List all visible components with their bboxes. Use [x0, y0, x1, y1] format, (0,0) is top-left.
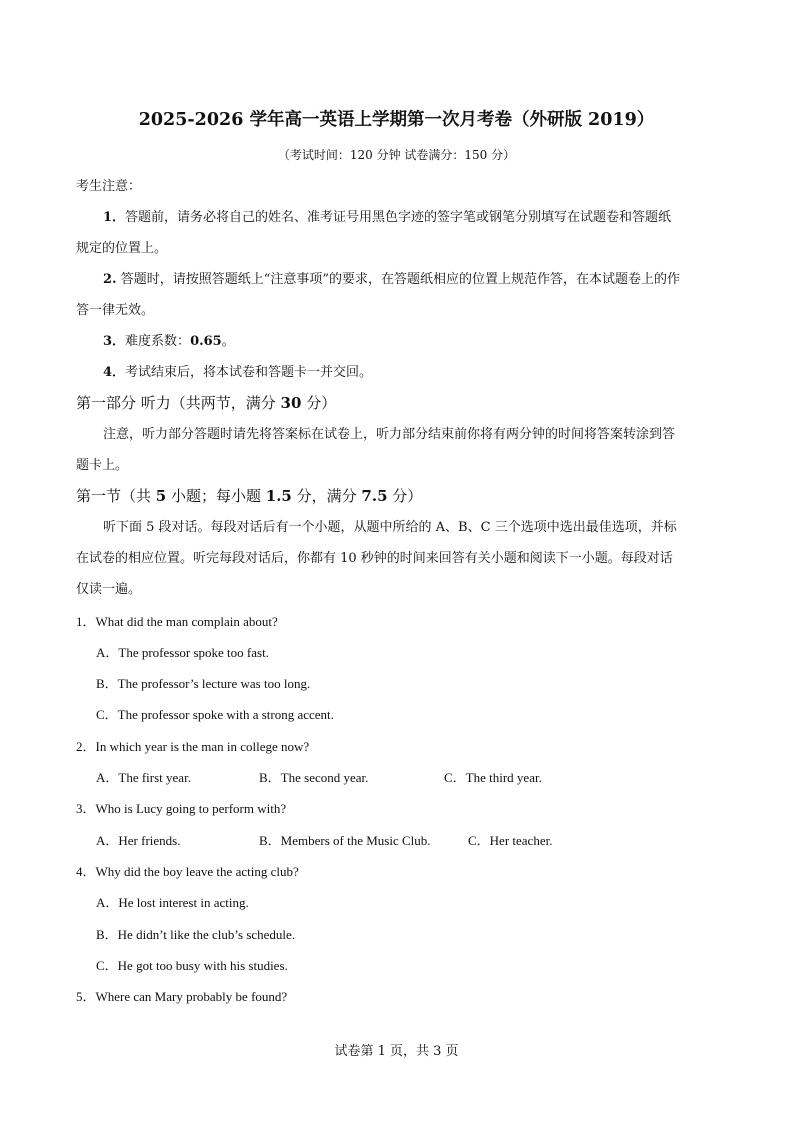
part1-note-line-2: 题卡上。	[76, 458, 129, 473]
note-4-number: 4．	[103, 365, 126, 380]
question-1-option-c[interactable]: C．The professor spoke with a strong accent.	[96, 707, 334, 722]
part1-note-line-1: 注意，听力部分答题时请先将答案标在试卷上，听力部分结束前你将有两分钟的时间将答案转涂到答	[103, 427, 676, 442]
section1-heading: 第一节（共 5 小题；每小题 1.5 分，满分 7.5 分）	[76, 487, 423, 505]
note-4-text: 考试结束后，将本试卷和答题卡一并交回。	[125, 365, 373, 380]
note-1-number: 1．	[103, 210, 126, 225]
section1-count: 5	[155, 487, 167, 505]
difficulty-value: 0.65	[190, 334, 222, 349]
question-3-option-c[interactable]: C．Her teacher.	[468, 833, 553, 848]
question-1-option-a[interactable]: A．The professor spoke too fast.	[96, 645, 269, 660]
section1-instruction-line-2: 在试卷的相应位置。听完每段对话后，你都有 10 秒钟的时间来回答有关小题和阅读下一小题。每段对话	[76, 551, 673, 566]
question-4-stem: 4．Why did the boy leave the acting club?	[76, 864, 299, 879]
question-3-stem: 3．Who is Lucy going to perform with?	[76, 801, 287, 816]
section1-instruction-line-1: 听下面 5 段对话。每段对话后有一个小题，从题中所给的 A、B、C 三个选项中选出最佳选项，并标	[103, 520, 677, 535]
question-3-option-a[interactable]: A．Her friends.	[96, 833, 181, 848]
question-4-option-a[interactable]: A．He lost interest in acting.	[96, 895, 249, 910]
note-3-text: 难度系数：	[125, 334, 191, 349]
part1-heading: 第一部分 听力（共两节，满分 30 分）	[76, 394, 337, 412]
section1-instruction-line-3: 仅读一遍。	[76, 582, 142, 597]
question-4-option-c[interactable]: C．He got too busy with his studies.	[96, 958, 288, 973]
note-3	[103, 333, 235, 351]
note-1-line-1	[103, 209, 671, 227]
question-3-option-b[interactable]: B．Members of the Music Club.	[259, 833, 431, 848]
question-2-stem: 2．In which year is the man in college now?	[76, 739, 310, 754]
page-footer: 试卷第 1 页，共 3 页	[334, 1044, 459, 1059]
question-4-option-b[interactable]: B．He didn’t like the club’s schedule.	[96, 927, 296, 942]
section1-each-score: 1.5	[265, 487, 292, 505]
note-3-end: 。	[221, 334, 235, 349]
exam-subtitle: （考试时间：120 分钟 试卷满分：150 分）	[277, 148, 516, 162]
question-1-option-b[interactable]: B．The professor’s lecture was too long.	[96, 676, 311, 691]
question-2-option-c[interactable]: C．The third year.	[444, 770, 542, 785]
note-2-text: 答题时，请按照答题纸上“注意事项”的要求，在答题纸相应的位置上规范作答，在本试题卷上的作	[116, 272, 681, 287]
note-3-number: 3．	[103, 334, 126, 349]
notes-heading: 考生注意：	[76, 179, 142, 194]
question-5-stem: 5．Where can Mary probably be found?	[76, 989, 288, 1004]
note-1-line-2: 规定的位置上。	[76, 241, 168, 256]
question-1-stem: 1．What did the man complain about?	[76, 614, 278, 629]
note-1-text: 答题前，请务必将自己的姓名、准考证号用黑色字迹的签字笔或钢笔分别填写在试题卷和答题纸	[125, 210, 672, 225]
section1-total-score: 7.5	[361, 487, 388, 505]
question-2-option-b[interactable]: B．The second year.	[259, 770, 369, 785]
note-2-line-1	[103, 271, 680, 289]
question-2-option-a[interactable]: A．The first year.	[96, 770, 191, 785]
exam-title: 2025-2026 学年高一英语上学期第一次月考卷（外研版 2019）	[138, 110, 655, 130]
part1-score: 30	[280, 394, 302, 412]
note-4	[103, 364, 372, 382]
note-2-line-2: 答一律无效。	[76, 303, 155, 318]
note-2-number: 2.	[103, 272, 117, 287]
